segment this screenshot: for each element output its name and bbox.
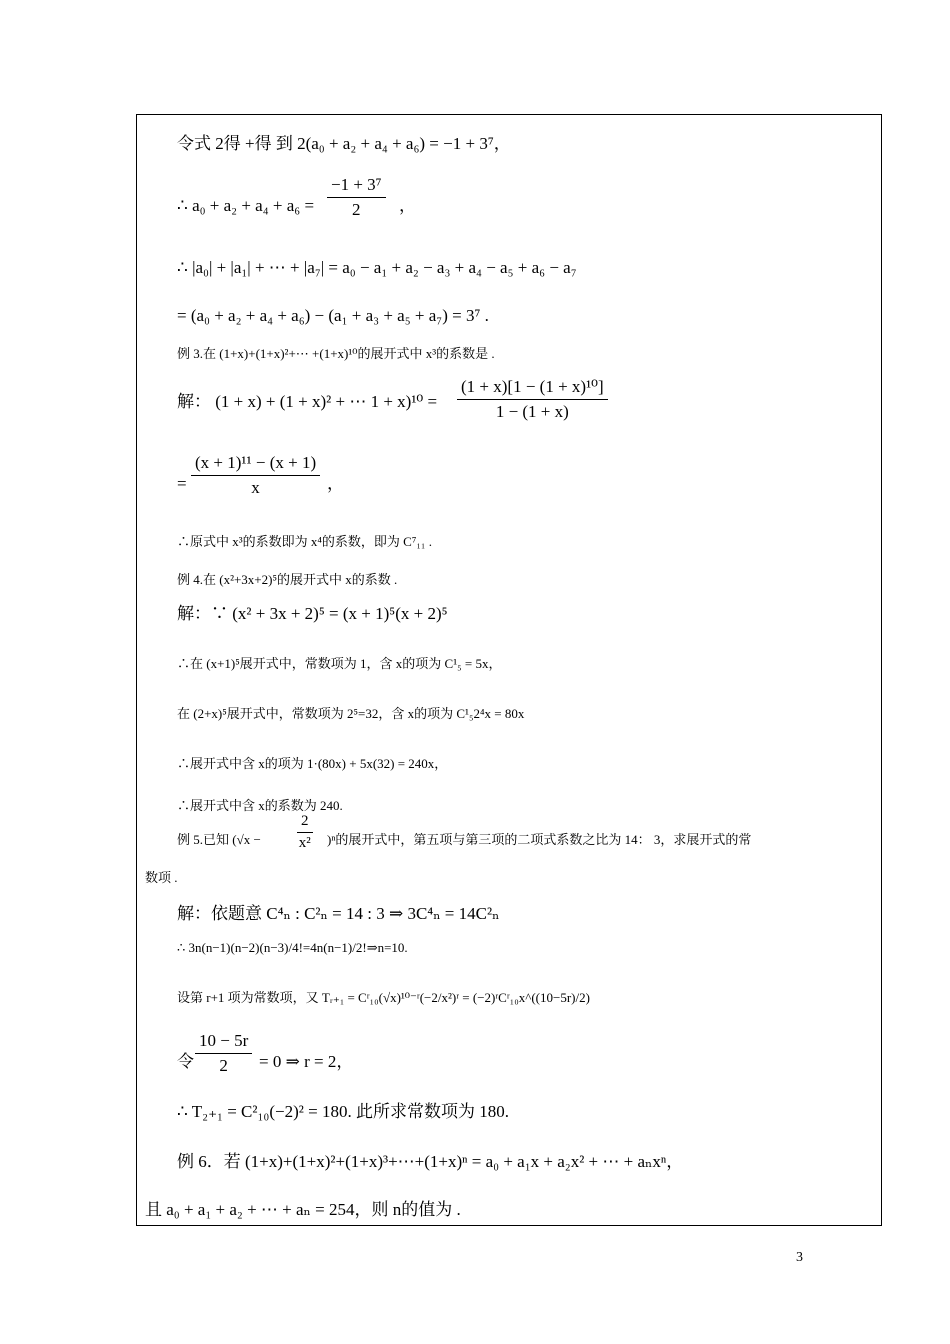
line-solve-r: = 0 ⇒ r = 2，: [259, 1052, 354, 1071]
line-first-expansion: ∴在 (x+1)⁵展开式中，常数项为 1，含 x的项为 C¹₅ = 5x，: [177, 656, 502, 671]
line-set-label: 令: [177, 1052, 194, 1071]
example-5-statement-wrap: 数项 .: [145, 870, 178, 885]
line-solve-n: ∴ 3n(n−1)(n−2)(n−3)/4!=4n(n−1)/2!⇒n=10.: [177, 940, 408, 955]
fraction-denominator: 1 − (1 + x): [495, 402, 569, 421]
fraction-series: [457, 377, 608, 422]
fraction-numerator: −1 + 3⁷: [327, 175, 386, 198]
fraction-numerator: (x + 1)¹¹ − (x + 1): [191, 453, 320, 476]
line-even-sum-label: ∴ a₀ + a₂ + a₄ + a₆ =: [177, 196, 315, 215]
fraction-exponent: [195, 1031, 252, 1076]
fraction-even-sum: [327, 175, 386, 220]
line-series-sum: 解： (1 + x) + (1 + x)² + ⋯ 1 + x)¹⁰ =: [177, 392, 438, 411]
content-frame: [136, 114, 882, 1226]
line-abs-sum: ∴ |a₀| + |a₁| + ⋯ + |a₇| = a₀ − a₁ + a₂ − a₃ + a₄ − a₅ + a₆ − a₇: [177, 258, 577, 277]
fraction-numerator: 10 − 5r: [195, 1031, 252, 1054]
line-comma: ，: [399, 196, 416, 215]
example-3-statement: 例 3.在 (1+x)+(1+x)²+⋯ +(1+x)¹⁰的展开式中 x³的系数是 .: [177, 346, 495, 361]
fraction-numerator: (1 + x)[1 − (1 + x)¹⁰]: [457, 377, 608, 400]
fraction-two-over-x-squared: [297, 813, 313, 852]
line-general-term: 设第 r+1 项为常数项，又 Tᵣ₊₁ = Cʳ₁₀(√x)¹⁰⁻ʳ(−2/x²)ʳ = (−2)ʳCʳ₁₀x^((10−5r)/2): [177, 990, 590, 1005]
fraction-series-simplified: [191, 453, 320, 498]
example-6-statement: 例 6．若 (1+x)+(1+x)²+(1+x)³+⋯+(1+x)ⁿ = a₀ + a₁x + a₂x² + ⋯ + aₙxⁿ，: [177, 1152, 684, 1171]
example-5-statement-end: )ⁿ的展开式中，第五项与第三项的二项式系数之比为 14： 3，求展开式的常: [327, 832, 752, 847]
line-abs-sum-result: = (a₀ + a₂ + a₄ + a₆) − (a₁ + a₃ + a₅ + a₇) = 3⁷ .: [177, 306, 489, 325]
line-set-equation: 令式 2得 +得 到 2(a₀ + a₂ + a₄ + a₆) = −1 + 3⁷，: [177, 134, 511, 153]
fraction-denominator: x²: [298, 835, 311, 851]
line-series-equals: =: [177, 474, 187, 493]
page-number: 3: [796, 1250, 803, 1265]
example-5-statement-start: 例 5.已知 (√x −: [177, 832, 261, 847]
example-4-statement: 例 4.在 (x²+3x+2)⁵的展开式中 x的系数 .: [177, 572, 398, 587]
line-second-expansion: 在 (2+x)⁵展开式中，常数项为 2⁵=32，含 x的项为 C¹₅2⁴x = 80x: [177, 706, 525, 721]
example-6-condition: 且 a₀ + a₁ + a₂ + ⋯ + aₙ = 254，则 n的值为 .: [145, 1200, 461, 1219]
line-combined-term: ∴展开式中含 x的项为 1·(80x) + 5x(32) = 240x，: [177, 756, 448, 771]
line-factorization: 解：∵ (x² + 3x + 2)⁵ = (x + 1)⁵(x + 2)⁵: [177, 604, 448, 623]
line-coefficient-answer: ∴原式中 x³的系数即为 x⁴的系数，即为 C⁷₁₁ .: [177, 534, 432, 549]
fraction-denominator: x: [251, 478, 260, 497]
line-constant-term: ∴ T₂₊₁ = C²₁₀(−2)² = 180. 此所求常数项为 180.: [177, 1102, 509, 1121]
line-binomial-ratio: 解：依题意 C⁴ₙ : C²ₙ = 14 : 3 ⇒ 3C⁴ₙ = 14C²ₙ: [177, 904, 500, 923]
fraction-denominator: 2: [352, 200, 361, 219]
fraction-numerator: 2: [297, 813, 313, 833]
line-comma: ，: [327, 474, 344, 493]
fraction-denominator: 2: [219, 1056, 228, 1075]
line-combined-coefficient: ∴展开式中含 x的系数为 240.: [177, 798, 343, 813]
